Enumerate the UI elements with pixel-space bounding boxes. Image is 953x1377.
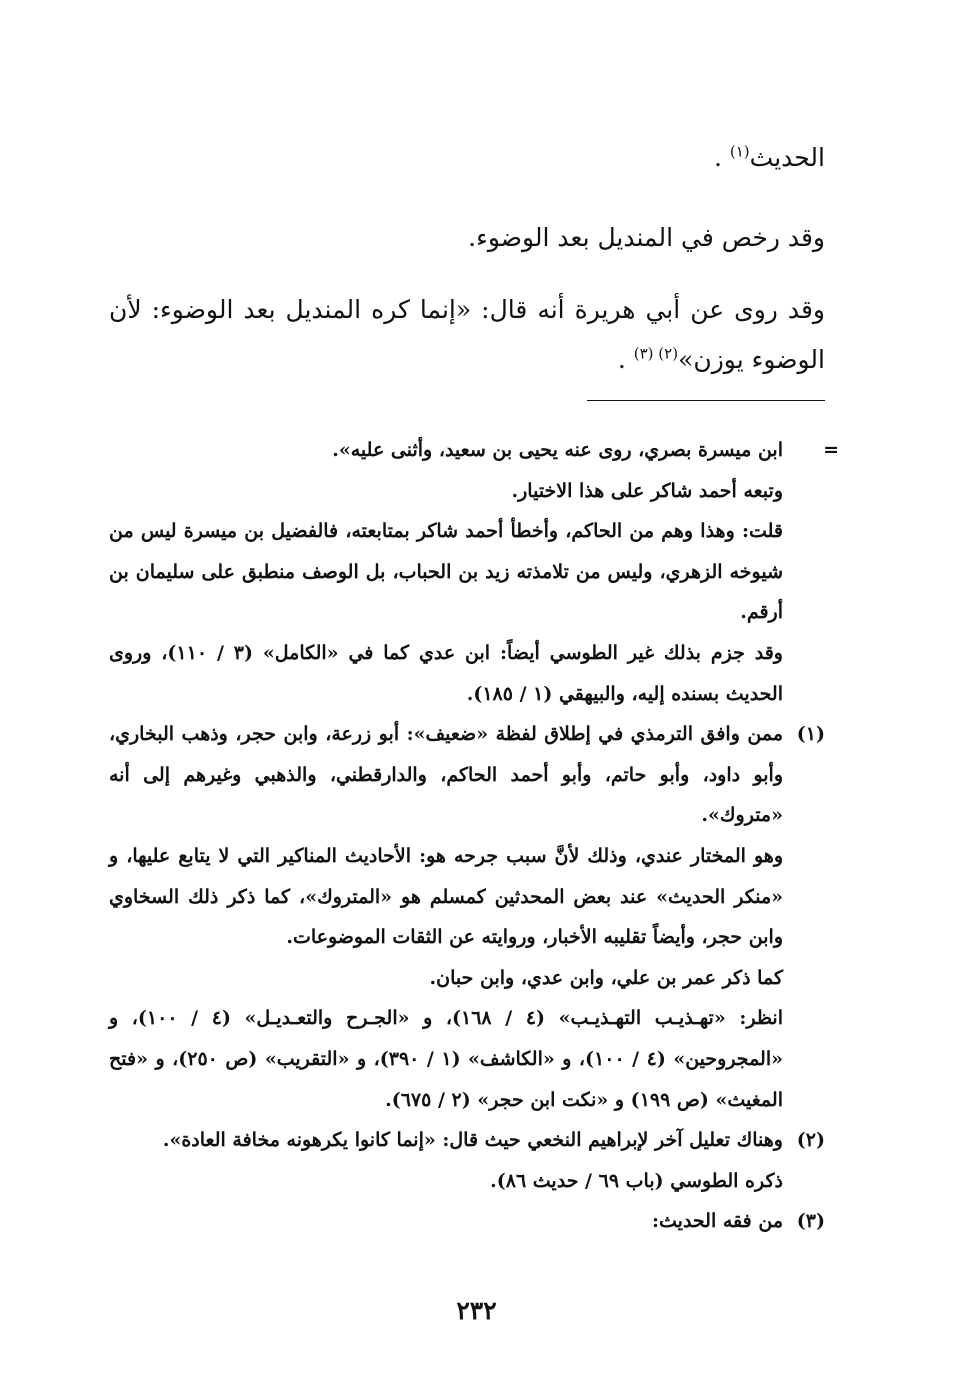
footnote-paragraph: ممن وافق الترمذي في إطلاق لفظة «ضعيف»: أبو زرعة، وابن حجر، وذهب البخاري، وأبو داود، وأبو حاتم، وأبو أحمد الحاكم، والدارقطني، والذهبي وغيرهم إلى أنه «متروك».: [109, 723, 783, 827]
footnote-number: (٢): [796, 1129, 825, 1152]
main-text-hadith: الحديث: [749, 143, 825, 172]
footnote-continued: [109, 430, 839, 714]
footnote-paragraph: من فقه الحديث:: [651, 1210, 783, 1233]
main-text-paragraph: وقد روى عن أبي هريرة أنه قال: «إنما كره المنديل بعد الوضوء: لأن الوضوء يوزن»$^{(٢) (٣)}$ .: [109, 295, 825, 374]
footnote-2: [109, 1120, 825, 1201]
main-text-line-2: وقد رخص في المنديل بعد الوضوء.: [468, 223, 825, 252]
footnote-paragraph: انظر: «تهـذيـب التهـذيـب» (٤ / ١٦٨)، و «الجـرح والتعـديـل» (٤ / ١٠٠)، و «المجروحين» (٤ / ١٠٠)، و «الكاشف» (١ / ٣٩٠)، و «التقريب» (ص ٢٥٠)، و «فتح المغيث» (ص ١٩٩) و «نكت ابن حجر» (٢ / ٦٧٥).: [109, 1007, 784, 1111]
footnote-paragraph: قلت: وهذا وهم من الحاكم، وأخطأ أحمد شاكر بمتابعته، فالفضيل بن ميسرة ليس من شيوخه الزهري، وليس من تلامذته زيد بن الحباب، بل الوصف منطبق على سليمان بن أرقم.: [109, 520, 783, 624]
page-number: ٢٣٢: [456, 1296, 497, 1325]
abu-hurayra-quote: وقد روى عن أبي هريرة أنه قال: «إنما كره المنديل بعد الوضوء: لأن الوضوء يوزن»: [109, 295, 825, 374]
footnote-3: [109, 1201, 825, 1242]
footnote-refs-2-3: (٢) (٣): [633, 344, 679, 363]
footnote-paragraph: وقد جزم بذلك غير الطوسي أيضاً: ابن عدي كما في «الكامل» (٣ / ١١٠)، وروى الحديث بسنده إليه، والبيهقي (١ / ١٨٥).: [109, 641, 783, 705]
footnote-paragraph: وهو المختار عندي، وذلك لأنَّ سبب جرحه هو: الأحاديث المناكير التي لا يتابع عليها، و «منكر الحديث» عند بعض المحدثين كمسلم هو «المتروك»، كما ذكر ذلك السخاوي وابن حجر، وأيضاً تقليبه الأخبار، وروايته عن الثقات الموضوعات.: [109, 844, 783, 949]
footnote-separator: [587, 400, 825, 401]
footnote-1: [109, 714, 825, 1120]
footnotes: [109, 430, 839, 1242]
footnote-paragraph: ابن ميسرة بصري، روى عنه يحيى بن سعيد، وأثنى عليه».: [332, 439, 783, 461]
footnote-paragraph: ذكره الطوسي (باب ٦٩ / حديث ٨٦).: [490, 1169, 783, 1192]
footnote-ref-1: (١): [729, 142, 750, 161]
continuation-marker: =: [823, 439, 839, 461]
footnote-number: (١): [796, 723, 825, 746]
main-text-line-1: الحديث$^{(١)}$ .: [713, 142, 825, 172]
footnote-number: (٣): [796, 1210, 825, 1233]
footnote-paragraph: وتبعه أحمد شاكر على هذا الاختيار.: [511, 479, 783, 502]
footnote-paragraph: كما ذكر عمر بن علي، وابن عدي، وابن حبان.: [429, 966, 783, 989]
footnote-paragraph: وهناك تعليل آخر لإبراهيم النخعي حيث قال: «إنما كانوا يكرهونه مخافة العادة».: [162, 1129, 783, 1152]
